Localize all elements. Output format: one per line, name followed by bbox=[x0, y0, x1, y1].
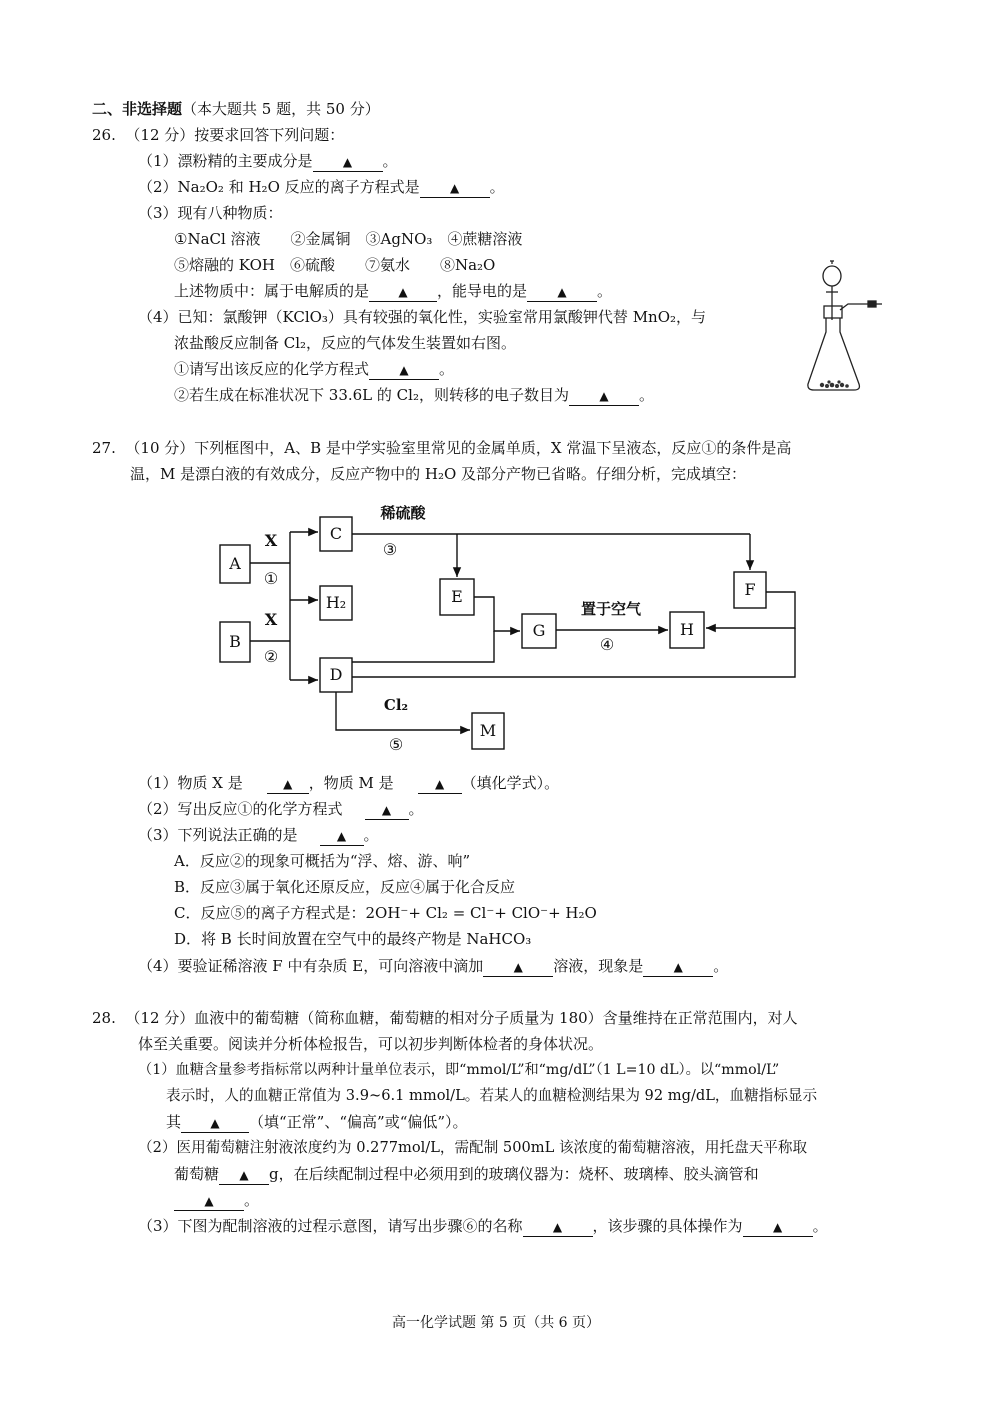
section-note: （本大题共 5 题，共 50 分） bbox=[182, 100, 380, 118]
q27-p4-end: 。 bbox=[713, 957, 729, 975]
q26-part3: （3）现有八种物质： bbox=[138, 204, 283, 222]
label-air: 置于空气 bbox=[580, 600, 642, 618]
q27-p4-text: （4）要验证稀溶液 F 中有杂质 E，可向溶液中滴加 bbox=[138, 957, 484, 975]
label-cl2: Cl₂ bbox=[383, 696, 409, 714]
node-M: M bbox=[479, 721, 497, 740]
q27-part4 bbox=[138, 956, 728, 977]
q26-part4-line2: 浓盐酸反应制备 Cl₂，反应的气体发生装置如右图。 bbox=[174, 334, 517, 352]
q26-stem bbox=[92, 125, 344, 145]
answer-blank[interactable]: ▲ bbox=[420, 180, 490, 198]
q28-part2-line1: （2）医用葡萄糖注射液浓度约为 0.277mol/L，需配制 500mL 该浓度的葡萄糖溶液，用托盘天平称取 bbox=[138, 1139, 808, 1156]
answer-blank[interactable]: ▲ bbox=[523, 1219, 593, 1237]
q27-part3 bbox=[138, 825, 379, 846]
node-B: B bbox=[229, 632, 241, 651]
q28-p3-mid: ，该步骤的具体操作为 bbox=[592, 1217, 743, 1235]
answer-blank[interactable]: ▲ bbox=[181, 1115, 249, 1133]
q26-p4a-text: ①请写出该反应的化学方程式 bbox=[174, 360, 370, 378]
q26-p4a-end: 。 bbox=[439, 360, 455, 378]
answer-blank[interactable]: ▲ bbox=[219, 1167, 269, 1185]
q27-p1-end: （填化学式）。 bbox=[461, 774, 560, 792]
answer-blank[interactable]: ▲ bbox=[643, 959, 713, 977]
q26-p3-ask-text: 上述物质中：属于电解质的是 bbox=[174, 282, 370, 300]
q28-part1-line1: （1）血糖含量参考指标常以两种计量单位表示，即“mmol/L”和“mg/dL”（1 L=10 dL）。以“mmol/L” bbox=[138, 1062, 780, 1078]
q26-stem-text: 按要求回答下列问题： bbox=[194, 126, 345, 144]
q27-number: 27. bbox=[92, 439, 116, 457]
q28-part2-line2 bbox=[174, 1164, 759, 1185]
label-acid: 稀硫酸 bbox=[380, 504, 426, 522]
q26-part4-line1: （4）已知：氯酸钾（KClO₃）具有较强的氧化性，实验室常用氯酸钾代替 MnO₂，与 bbox=[138, 308, 707, 326]
label-x1: X bbox=[264, 531, 278, 550]
label-r3: ③ bbox=[382, 540, 398, 559]
q27-option-D: D．将 B 长时间放置在空气中的最终产物是 NaHCO₃ bbox=[174, 930, 532, 948]
q27-option-B: B．反应③属于氧化还原反应，反应④属于化合反应 bbox=[174, 878, 516, 896]
answer-blank[interactable]: ▲ bbox=[369, 362, 439, 380]
q28-p1-text: 其 bbox=[166, 1113, 182, 1131]
section-title: 二、非选择题 bbox=[92, 100, 183, 118]
q27-option-C: C．反应⑤的离子方程式是：2OH⁻+ Cl₂ = Cl⁻+ ClO⁻+ H₂O bbox=[174, 904, 597, 922]
q26-p1-text: （1）漂粉精的主要成分是 bbox=[138, 152, 313, 170]
q28-p2-end: 。 bbox=[244, 1191, 260, 1209]
q27-stem-line1 bbox=[92, 438, 791, 458]
q27-stem-text: 下列框图中，A、B 是中学实验室里常见的金属单质，X 常温下呈液态，反应①的条件是高 bbox=[194, 439, 792, 457]
node-G: G bbox=[532, 621, 546, 640]
q28-p3-text: （3）下图为配制溶液的过程示意图，请写出步骤⑥的名称 bbox=[138, 1217, 523, 1235]
node-F: F bbox=[744, 580, 756, 599]
answer-blank[interactable]: ▲ bbox=[418, 776, 462, 794]
q26-part4-b bbox=[174, 385, 654, 406]
q27-score: （10 分） bbox=[125, 439, 195, 457]
q26-part1 bbox=[138, 151, 398, 172]
q28-part3 bbox=[138, 1216, 828, 1237]
q27-part2 bbox=[138, 799, 424, 820]
label-x2: X bbox=[264, 610, 278, 629]
q28-number: 28. bbox=[92, 1009, 116, 1027]
q28-part1-line2: 表示时，人的血糖正常值为 3.9~6.1 mmol/L。若某人的血糖检测结果为 92 mg/dL，血糖指标显示 bbox=[166, 1087, 818, 1104]
q28-stem-line1 bbox=[92, 1008, 798, 1028]
q26-p2-text: （2）Na₂O₂ 和 H₂O 反应的离子方程式是 bbox=[138, 178, 420, 196]
reaction-flow-diagram bbox=[0, 490, 992, 770]
q28-stem-text: 血液中的葡萄糖（简称血糖，葡萄糖的相对分子质量为 180）含量维持在正常范围内，对人 bbox=[194, 1009, 798, 1027]
answer-blank[interactable]: ▲ bbox=[313, 154, 383, 172]
q26-number: 26. bbox=[92, 126, 116, 144]
q26-part3-ask bbox=[174, 281, 612, 302]
q26-p3-ask-end: 。 bbox=[597, 282, 613, 300]
q26-p2-end: 。 bbox=[489, 178, 505, 196]
node-C: C bbox=[329, 524, 343, 543]
q27-p3-text: （3）下列说法正确的是 bbox=[138, 826, 298, 844]
label-r2: ② bbox=[263, 647, 279, 666]
page-footer: 高一化学试题 第 5 页（共 6 页） bbox=[391, 1315, 601, 1331]
label-r4: ④ bbox=[599, 635, 615, 654]
q27-p4-mid: 溶液，现象是 bbox=[553, 957, 644, 975]
answer-blank[interactable]: ▲ bbox=[320, 828, 364, 846]
q28-p3-end: 。 bbox=[812, 1217, 828, 1235]
answer-blank[interactable]: ▲ bbox=[267, 776, 309, 794]
q28-score: （12 分） bbox=[125, 1009, 195, 1027]
answer-blank[interactable]: ▲ bbox=[743, 1219, 813, 1237]
q28-p2-rest: g，在后续配制过程中必须用到的玻璃仪器为：烧杯、玻璃棒、胶头滴管和 bbox=[269, 1165, 759, 1183]
q26-p4b-end: 。 bbox=[638, 386, 654, 404]
answer-blank[interactable]: ▲ bbox=[174, 1193, 244, 1211]
label-r5: ⑤ bbox=[388, 735, 404, 754]
node-D: D bbox=[329, 665, 343, 684]
q26-part2 bbox=[138, 177, 505, 198]
q26-substances-row2: ⑤熔融的 KOH ⑥硫酸 ⑦氨水 ⑧Na₂O bbox=[174, 256, 496, 274]
answer-blank[interactable]: ▲ bbox=[365, 802, 409, 820]
q28-p2-text: 葡萄糖 bbox=[174, 1165, 220, 1183]
answer-blank[interactable]: ▲ bbox=[483, 959, 553, 977]
q26-score: （12 分） bbox=[125, 126, 195, 144]
answer-blank[interactable]: ▲ bbox=[527, 284, 597, 302]
q28-stem-line2: 体至关重要。阅读并分析体检报告，可以初步判断体检者的身体状况。 bbox=[138, 1035, 604, 1053]
q28-part2-line3 bbox=[174, 1190, 259, 1211]
section-heading bbox=[92, 99, 380, 119]
q26-p1-end: 。 bbox=[382, 152, 398, 170]
node-A: A bbox=[229, 554, 241, 573]
q27-stem-line2: 温，M 是漂白液的有效成分，反应产物中的 H₂O 及部分产物已省略。仔细分析，完成填空： bbox=[130, 465, 747, 483]
answer-blank[interactable]: ▲ bbox=[569, 388, 639, 406]
q27-option-A: A．反应②的现象可概括为“浮、熔、游、响” bbox=[174, 852, 471, 870]
q27-p2-end: 。 bbox=[408, 800, 424, 818]
q27-p2-text: （2）写出反应①的化学方程式 bbox=[138, 800, 343, 818]
gas-generator-flask-figure bbox=[800, 258, 890, 398]
q28-part1-ask bbox=[166, 1112, 468, 1133]
q27-p1-mid: ，物质 M 是 bbox=[308, 774, 394, 792]
q26-p4b-text: ②若生成在标准状况下 33.6L 的 Cl₂，则转移的电子数目为 bbox=[174, 386, 569, 404]
node-H2: H₂ bbox=[325, 593, 347, 612]
q27-part1 bbox=[138, 773, 559, 794]
q28-p1-end: （填“正常”、“偏高”或“偏低”）。 bbox=[249, 1113, 468, 1131]
label-r1: ① bbox=[263, 569, 279, 588]
node-H: H bbox=[680, 620, 694, 639]
node-E: E bbox=[451, 587, 463, 606]
answer-blank[interactable]: ▲ bbox=[369, 284, 437, 302]
q27-p3-end: 。 bbox=[363, 826, 379, 844]
q26-p3-ask-mid: ，能导电的是 bbox=[437, 282, 528, 300]
q26-part4-a bbox=[174, 359, 454, 380]
q26-substances-row1: ①NaCl 溶液 ②金属铜 ③AgNO₃ ④蔗糖溶液 bbox=[174, 230, 523, 248]
q27-p1-text: （1）物质 X 是 bbox=[138, 774, 243, 792]
